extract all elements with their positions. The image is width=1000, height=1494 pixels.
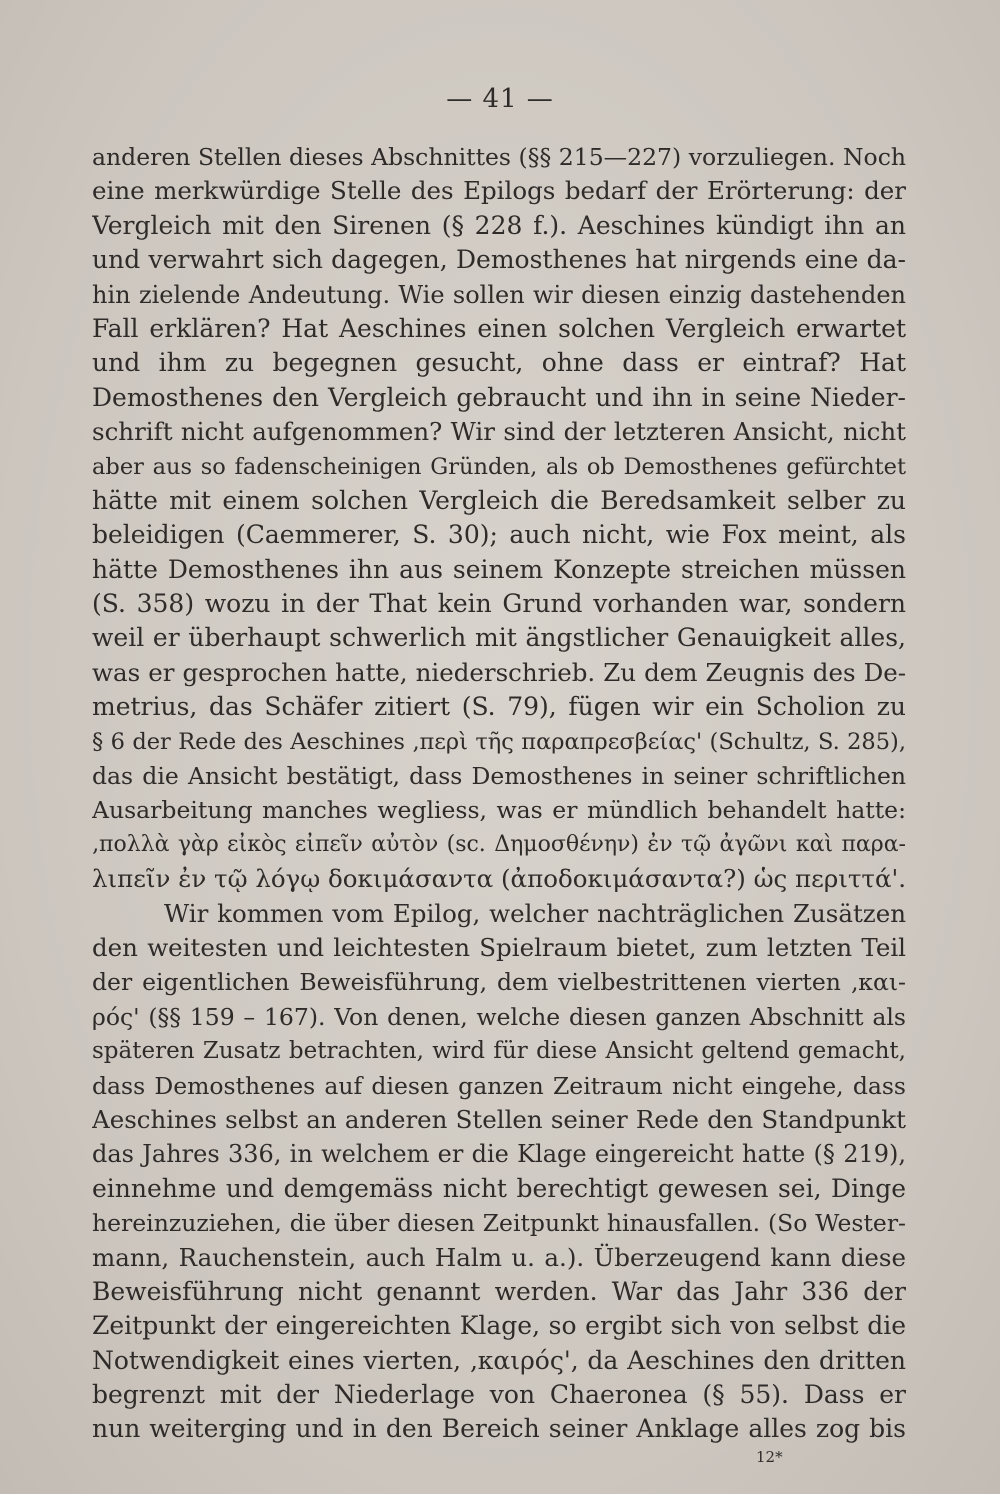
text-line: aber aus so fadenscheinigen Gründen, als ob Demosthenes gefürchtet xyxy=(92,453,906,480)
text-line: eine merkwürdige Stelle des Epilogs bedarf der Erörterung: der xyxy=(92,176,906,206)
text-line: der eigentlichen Beweisführung, dem vielbestrittenen vierten ‚και- xyxy=(92,968,906,997)
text-line: ρός' (§§ 159 – 167). Von denen, welche diesen ganzen Abschnitt als xyxy=(92,1002,906,1031)
text-line: beleidigen (Caemmerer, S. 30); auch nicht, wie Fox meint, als xyxy=(92,520,906,550)
text-line: hin zielende Andeutung. Wie sollen wir diesen einzig dastehenden xyxy=(92,280,906,309)
greek-quote-line: ‚πολλὰ γὰρ εἰκὸς εἰπεῖν αὐτὸν (sc. Δημοσθένην) ἐν τῷ ἀγῶνι καὶ παρα- xyxy=(92,831,906,857)
body-text xyxy=(92,140,906,1447)
text-line: Zeitpunkt der eingereichten Klage, so ergibt sich von selbst die xyxy=(92,1311,906,1341)
text-line: späteren Zusatz betrachten, wird für diese Ansicht geltend gemacht, xyxy=(92,1038,906,1065)
text-line: hätte mit einem solchen Vergleich die Beredsamkeit selber zu xyxy=(92,485,906,515)
text-line: den weitesten und leichtesten Spielraum bietet, zum letzten Teil xyxy=(92,932,906,962)
text-line: mann, Rauchenstein, auch Halm u. a.). Überzeugend kann diese xyxy=(92,1242,906,1272)
text-line: (S. 358) wozu in der That kein Grund vorhanden war, sondern xyxy=(92,589,906,619)
text-line: und verwahrt sich dagegen, Demosthenes hat nirgends eine da- xyxy=(92,245,906,275)
text-line: Demosthenes den Vergleich gebraucht und ihn in seine Nieder- xyxy=(92,382,906,412)
text-line: weil er überhaupt schwerlich mit ängstlicher Genauigkeit alles, xyxy=(92,623,906,653)
text-line: hereinzuziehen, die über diesen Zeitpunkt hinausfallen. (So Wester- xyxy=(92,1209,906,1238)
text-line: nun weiterging und in den Bereich seiner Anklage alles zog bis xyxy=(92,1414,906,1444)
text-line: hätte Demosthenes ihn aus seinem Konzepte streichen müssen xyxy=(92,554,906,584)
page-number: — 41 — xyxy=(446,84,554,114)
text-line: begrenzt mit der Niederlage von Chaeronea (§ 55). Dass er xyxy=(92,1380,906,1410)
text-line: Notwendigkeit eines vierten, ‚καιρός', da Aeschines den dritten xyxy=(92,1345,906,1375)
text-line: einnehme und demgemäss nicht berechtigt gewesen sei, Dinge xyxy=(92,1173,906,1203)
text-line: was er gesprochen hatte, niederschrieb. Zu dem Zeugnis des De- xyxy=(92,657,906,687)
text-line: das Jahres 336, in welchem er die Klage eingereicht hatte (§ 219), xyxy=(92,1140,906,1169)
text-line: metrius, das Schäfer zitiert (S. 79), fügen wir ein Scholion zu xyxy=(92,692,906,722)
text-line: anderen Stellen dieses Abschnittes (§§ 215—227) vorzuliegen. Noch xyxy=(92,143,906,171)
text-line: Aeschines selbst an anderen Stellen seiner Rede den Standpunkt xyxy=(92,1104,906,1134)
text-line: schrift nicht aufgenommen? Wir sind der letzteren Ansicht, nicht xyxy=(92,417,906,447)
text-line: Ausarbeitung manches wegliess, was er mündlich behandelt hatte: xyxy=(92,796,906,825)
text-line: Beweisführung nicht genannt werden. War das Jahr 336 der xyxy=(92,1276,906,1306)
paragraph-start-line: Wir kommen vom Epilog, welcher nachträglichen Zusätzen xyxy=(164,898,906,928)
text-line: das die Ansicht bestätigt, dass Demosthenes in seiner schriftlichen xyxy=(92,762,906,791)
text-line: § 6 der Rede des Aeschines ‚περὶ τῆς παραπρεσβείας' (Schultz, S. 285), xyxy=(92,728,906,755)
signature-mark: 12* xyxy=(756,1448,783,1466)
text-line: Fall erklären? Hat Aeschines einen solchen Vergleich erwartet xyxy=(92,313,906,343)
text-line: dass Demosthenes auf diesen ganzen Zeitraum nicht eingehe, dass xyxy=(92,1071,906,1100)
text-line: und ihm zu begegnen gesucht, ohne dass er eintraf? Hat xyxy=(92,348,906,378)
text-line: Vergleich mit den Sirenen (§ 228 f.). Aeschines kündigt ihn an xyxy=(92,210,906,240)
greek-quote-line: λιπεῖν ἐν τῷ λόγῳ δοκιμάσαντα (ἀποδοκιμάσαντα?) ὡς περιττά'. xyxy=(92,864,906,894)
